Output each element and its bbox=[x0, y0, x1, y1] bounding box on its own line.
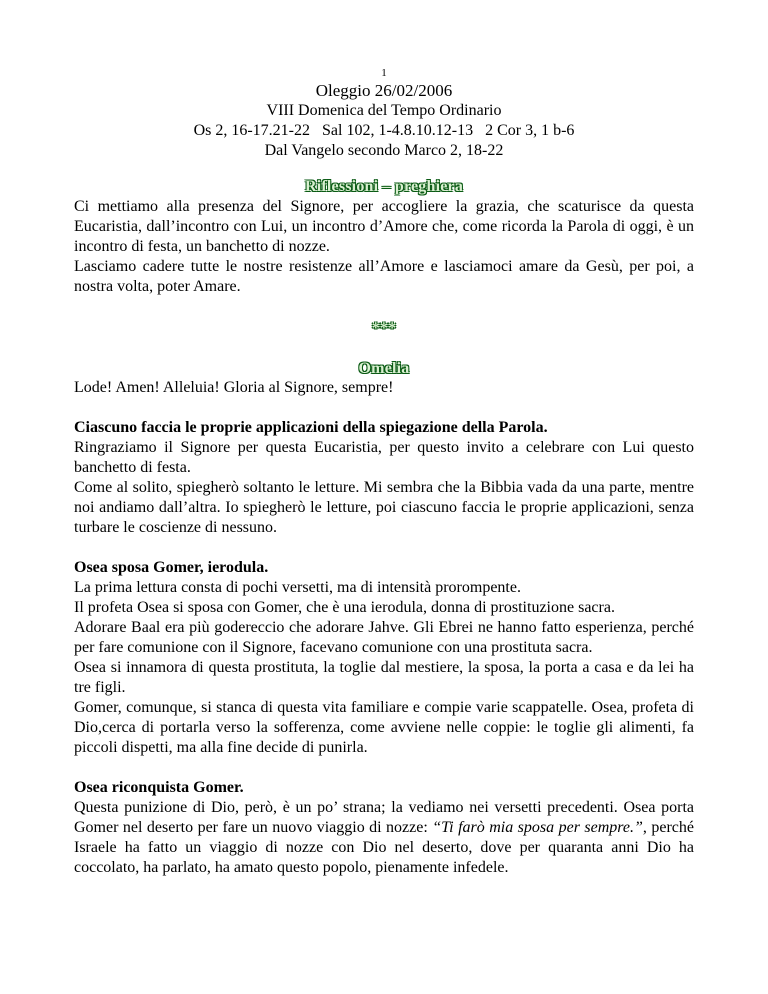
omelia-s1-paragraph-2: Come al solito, spiegherò soltanto le letture. Mi sembra che la Bibbia vada da una parte, mentre noi andiamo dall’altra. Io spiegherò le letture, poi ciascuno faccia le proprie applicazioni, senza turbare le coscienze di nessuno. bbox=[74, 479, 694, 536]
omelia-intro: Lode! Amen! Alleluia! Gloria al Signore, sempre! bbox=[74, 379, 394, 396]
omelia-s2-paragraph-4: Osea si innamora di questa prostituta, la toglie dal mestiere, la sposa, la porta a casa e da lei ha tre figli. bbox=[74, 659, 694, 696]
omelia-s2-paragraph-3: Adorare Baal era più godereccio che adorare Jahve. Gli Ebrei ne hanno fatto esperienza, perché per fare comunione con il Signore, facevano comunione con una prostituta sacra. bbox=[74, 619, 694, 656]
omelia-s2-paragraph-5: Gomer, comunque, si stanca di questa vita familiare e compie varie scappatelle. Osea, profeta di Dio,cerca di portarla verso la sofferenza, come avviene nelle coppie: le toglie gli alimenti, fa piccoli dispetti, ma alla fine decide di punirla. bbox=[74, 699, 694, 756]
omelia-s1-paragraph-1: Ringraziamo il Signore per questa Eucaristia, per questo invito a celebrare con Lui questo banchetto di festa. bbox=[74, 439, 694, 476]
subheading-applicazioni: Ciascuno faccia le proprie applicazioni della spiegazione della Parola. bbox=[74, 419, 548, 436]
document-header bbox=[74, 80, 694, 161]
section-separator: *** bbox=[371, 320, 397, 337]
page-number: 1 bbox=[381, 67, 387, 79]
section-title-riflessioni: Riflessioni – preghiera bbox=[304, 178, 464, 195]
subheading-osea-sposa: Osea sposa Gomer, ierodula. bbox=[74, 559, 269, 576]
header-place-date: Oleggio 26/02/2006 bbox=[315, 81, 453, 100]
omelia-s3-text-a: Questa punizione di Dio, però, è un po’ strana; la vediamo nei versetti precedenti. Osea porta Gomer nel deserto per fare un nuovo viaggio di nozze: bbox=[74, 799, 694, 836]
omelia-s2-paragraph-1: La prima lettura consta di pochi versetti, ma di intensità prorompente. bbox=[74, 579, 521, 596]
spacer bbox=[74, 398, 694, 418]
header-gospel: Dal Vangelo secondo Marco 2, 18-22 bbox=[264, 142, 504, 159]
omelia-s3-paragraph-1 bbox=[74, 798, 694, 878]
riflessioni-paragraph-2: Lasciamo cadere tutte le nostre resistenze all’Amore e lasciamoci amare da Gesù, per poi, a nostra volta, poter Amare. bbox=[74, 258, 694, 295]
header-readings: Os 2, 16-17.21-22 Sal 102, 1-4.8.10.12-13 2 Cor 3, 1 b-6 bbox=[193, 122, 575, 139]
section-title-omelia: Omelia bbox=[358, 360, 410, 377]
omelia-s2-paragraph-2: Il profeta Osea si sposa con Gomer, che è una ierodula, donna di prostituzione sacra. bbox=[74, 599, 615, 616]
spacer bbox=[74, 538, 694, 558]
omelia-s3-text-b: , perché Israele ha fatto un viaggio di nozze con Dio nel deserto, dove per quaranta anni Dio ha coccolato, ha parlato, ha amato questo popolo, pienamente infedele. bbox=[74, 819, 694, 876]
omelia-s3-quote: “Ti farò mia sposa per sempre.” bbox=[432, 819, 643, 836]
spacer bbox=[74, 758, 694, 778]
subheading-osea-riconquista: Osea riconquista Gomer. bbox=[74, 779, 244, 796]
header-liturgical-day: VIII Domenica del Tempo Ordinario bbox=[266, 102, 502, 119]
riflessioni-paragraph-1: Ci mettiamo alla presenza del Signore, per accogliere la grazia, che scaturisce da questa Eucaristia, dall’incontro con Lui, un incontro d’Amore che, come ricorda la Parola di oggi, è un incontro di festa, un banchetto di nozze. bbox=[74, 198, 694, 255]
